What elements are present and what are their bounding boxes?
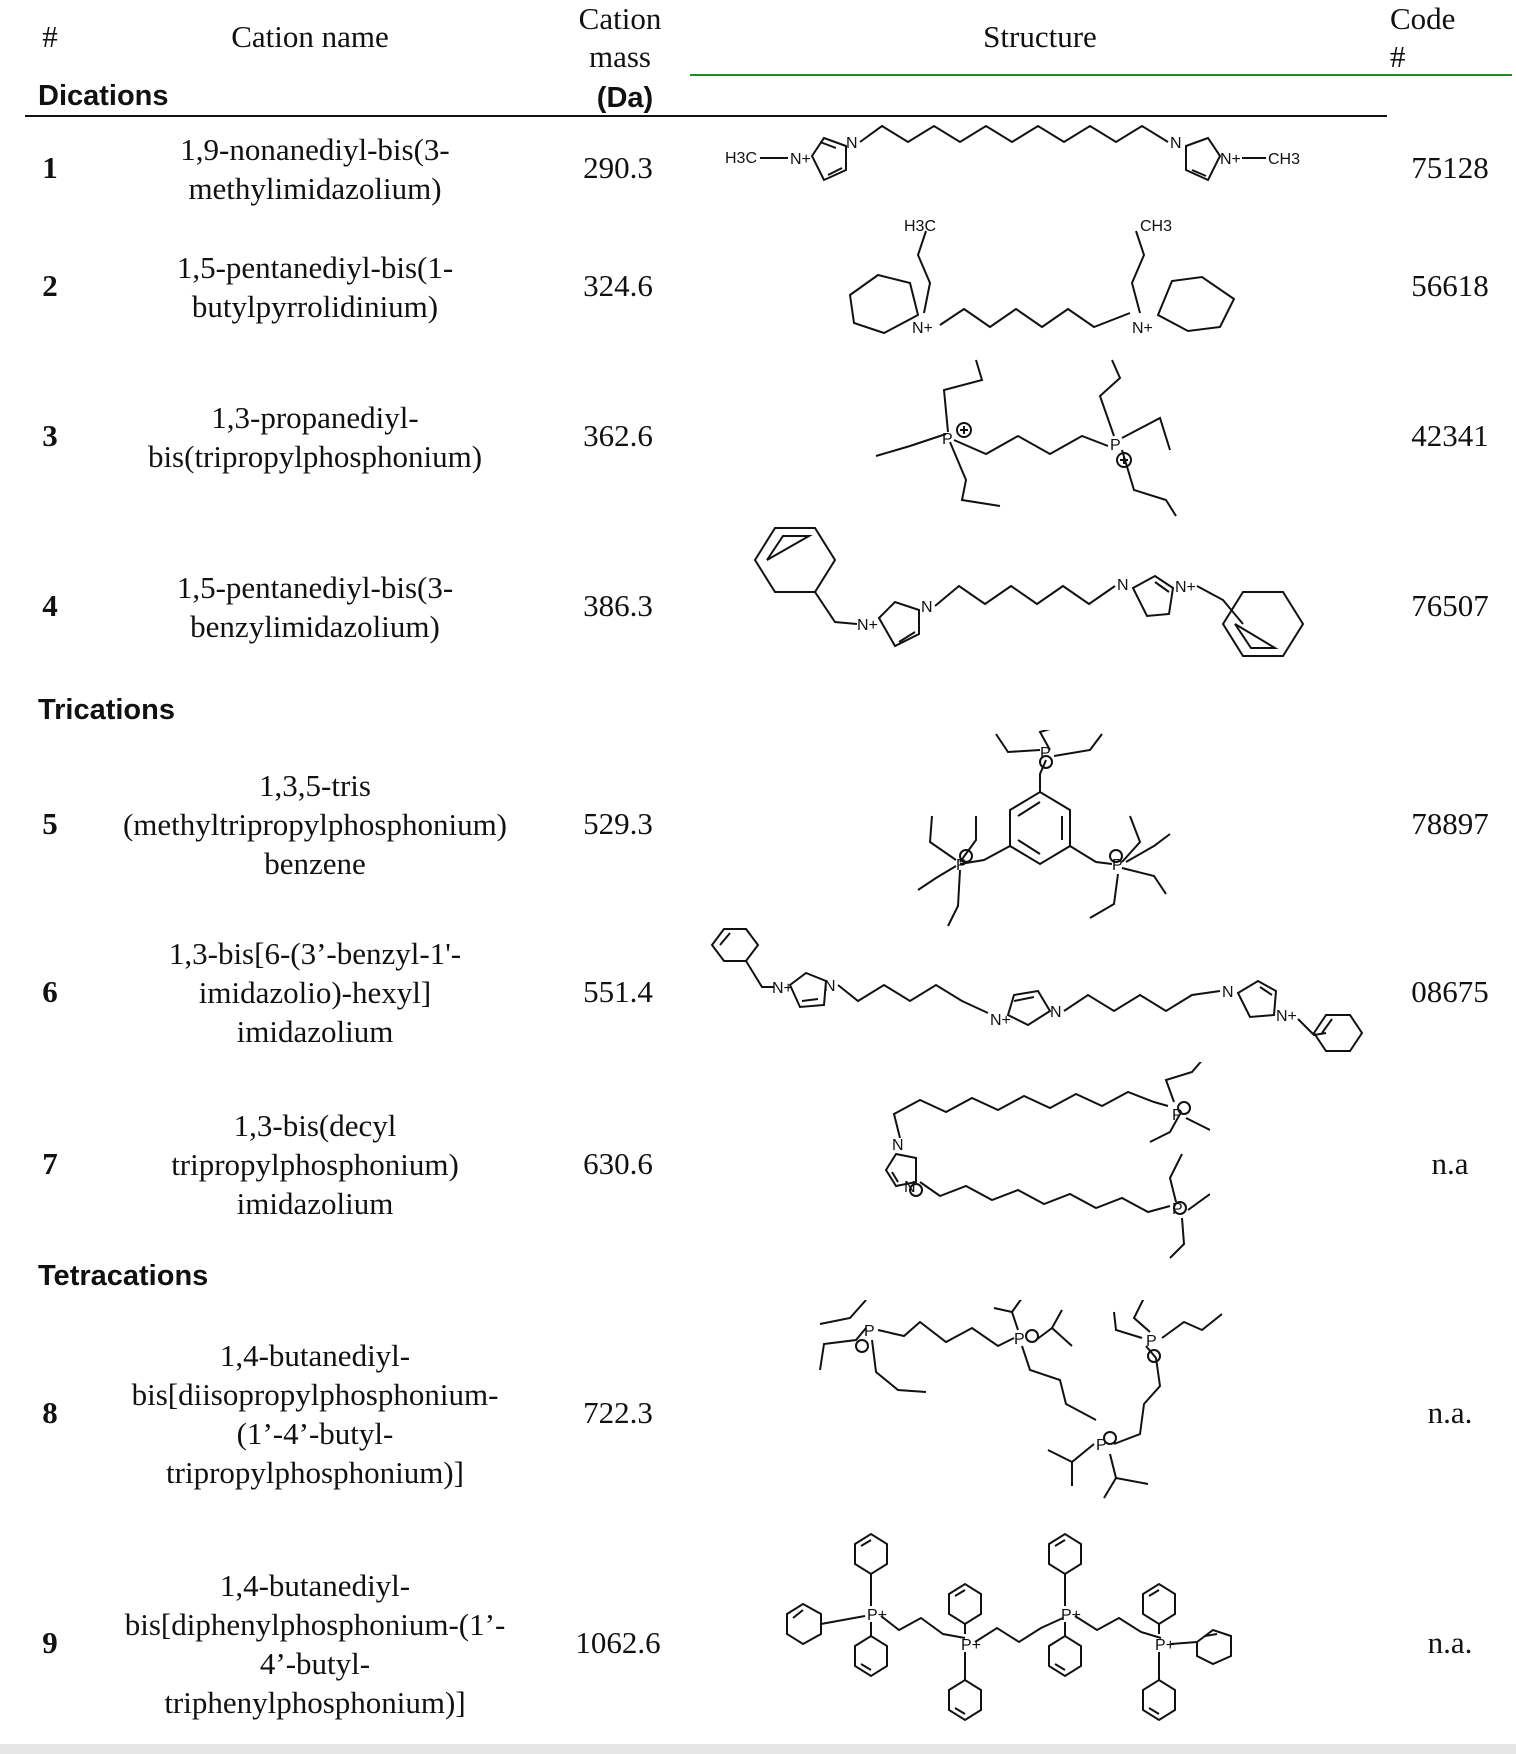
row-7-name-line: tripropylphosphonium)	[171, 1147, 459, 1182]
atom-label: H3C	[904, 218, 937, 235]
section-tricications: Trications	[38, 694, 175, 726]
atom-label: P+	[1155, 1637, 1176, 1654]
row-2-name-line: 1,5-pentanediyl-bis(1-	[176, 250, 454, 285]
header-code	[1390, 0, 1510, 76]
row-4-num: 4	[42, 588, 58, 623]
atom-label: N	[921, 599, 933, 616]
atom-label: N	[1222, 984, 1234, 1001]
row-5-code: 78897	[1411, 806, 1489, 841]
row-3-num: 3	[42, 418, 58, 453]
header-mass-line1: Cation	[578, 1, 662, 36]
header-code-line2: #	[1390, 39, 1406, 74]
structure-row-3	[870, 350, 1200, 520]
row-2-code: 56618	[1411, 268, 1489, 303]
header-cation-mass	[545, 0, 695, 76]
row-4-code: 76507	[1411, 588, 1489, 623]
atom-label: N+	[1132, 320, 1153, 337]
row-1-name	[85, 130, 545, 208]
row-1-name-line: 1,9-nonanediyl-bis(3-	[180, 132, 450, 167]
row-3-name-line: 1,3-propanediyl-	[211, 400, 419, 435]
structure-row-7	[870, 1062, 1210, 1262]
row-8-name-line: (1’-4’-butyl-	[236, 1416, 394, 1451]
atom-label: N	[904, 1179, 916, 1196]
header-cation-name: Cation name	[231, 19, 389, 54]
row-9-name-line: bis[diphenylphosphonium-(1’-	[124, 1607, 506, 1642]
row-7-name-line: 1,3-bis(decyl	[233, 1108, 397, 1143]
atom-label: P	[1096, 1437, 1107, 1454]
structure-row-2	[840, 215, 1250, 350]
row-4-name	[85, 568, 545, 646]
row-8-mass: 722.3	[583, 1395, 653, 1430]
atom-label: P	[956, 857, 967, 874]
atom-label: N+	[1276, 1008, 1297, 1025]
row-1-num: 1	[42, 150, 58, 185]
row-3-mass: 362.6	[583, 418, 653, 453]
row-7-num: 7	[42, 1146, 58, 1181]
atom-label: N	[1050, 1004, 1062, 1021]
structure-row-1	[720, 118, 1360, 218]
row-9-code: n.a.	[1427, 1625, 1473, 1660]
row-2-name	[85, 248, 545, 326]
header-mass-unit: (Da)	[596, 82, 654, 114]
atom-label: P	[1172, 1107, 1183, 1124]
atom-label: CH3	[1140, 218, 1173, 235]
row-9-name-line: triphenylphosphonium)]	[164, 1685, 466, 1720]
row-5-name-line: 1,3,5-tris	[259, 768, 371, 803]
atom-label: H3C	[725, 150, 758, 167]
row-1-name-line: methylimidazolium)	[188, 171, 442, 206]
atom-label: P	[942, 431, 953, 448]
atom-label: N+	[790, 151, 811, 168]
row-6-name	[85, 934, 545, 1051]
row-5-name	[85, 766, 545, 883]
atom-label: N	[1170, 135, 1182, 152]
row-9-name-line: 1,4-butanediyl-	[219, 1568, 411, 1603]
structure-row-4	[745, 520, 1325, 680]
atom-label: N+	[912, 320, 933, 337]
row-4-mass: 386.3	[583, 588, 653, 623]
header-green-rule	[690, 74, 1512, 76]
structure-row-5	[900, 730, 1200, 940]
atom-label: N+	[990, 1012, 1011, 1029]
header-mass-line2: mass	[589, 39, 651, 74]
row-6-mass: 551.4	[583, 974, 653, 1009]
atom-label: P	[1040, 745, 1051, 762]
header-structure: Structure	[983, 19, 1097, 54]
row-3-name	[85, 398, 545, 476]
row-1-code: 75128	[1411, 150, 1489, 185]
atom-label: P+	[961, 1637, 982, 1654]
atom-label: N+	[857, 617, 878, 634]
structure-row-6	[710, 925, 1370, 1055]
row-9-name	[85, 1566, 545, 1722]
row-9-num: 9	[42, 1625, 58, 1660]
row-1-mass: 290.3	[583, 150, 653, 185]
structure-row-9	[785, 1530, 1305, 1745]
atom-label: CH3	[1268, 151, 1301, 168]
row-8-name-line: 1,4-butanediyl-	[219, 1338, 411, 1373]
row-7-name	[85, 1106, 545, 1223]
row-9-mass: 1062.6	[575, 1625, 661, 1660]
row-7-code: n.a	[1431, 1146, 1469, 1181]
header-num: #	[42, 19, 58, 54]
header-code-line1: Code	[1390, 1, 1456, 36]
row-2-mass: 324.6	[583, 268, 653, 303]
page-bottom-edge	[0, 1744, 1516, 1754]
atom-label: P+	[867, 1607, 888, 1624]
atom-label: N	[846, 135, 858, 152]
row-4-name-line: benzylimidazolium)	[190, 609, 440, 644]
row-6-name-line: imidazolium	[236, 1014, 394, 1049]
row-5-name-line: (methyltripropylphosphonium)	[122, 807, 508, 842]
atom-label: N+	[1220, 151, 1241, 168]
row-9-name-line: 4’-butyl-	[259, 1646, 371, 1681]
section-dications: Dications	[38, 80, 169, 112]
row-8-name	[85, 1336, 545, 1492]
row-6-name-line: 1,3-bis[6-(3’-benzyl-1'-	[168, 936, 462, 971]
atom-label: P	[1172, 1201, 1183, 1218]
section-tetracations: Tetracations	[38, 1260, 209, 1292]
structure-row-8	[810, 1300, 1280, 1510]
row-8-code: n.a.	[1427, 1395, 1473, 1430]
row-2-num: 2	[42, 268, 58, 303]
row-7-name-line: imidazolium	[236, 1186, 394, 1221]
atom-label: P	[1146, 1333, 1157, 1350]
atom-label: P	[1112, 857, 1123, 874]
atom-label: P+	[1061, 1607, 1082, 1624]
row-8-name-line: tripropylphosphonium)]	[166, 1455, 464, 1490]
atom-label: N	[892, 1137, 904, 1154]
row-3-code: 42341	[1411, 418, 1489, 453]
row-6-num: 6	[42, 974, 58, 1009]
row-2-name-line: butylpyrrolidinium)	[191, 289, 439, 324]
row-5-mass: 529.3	[583, 806, 653, 841]
atom-label: P	[1110, 437, 1121, 454]
atom-label: P	[864, 1323, 875, 1340]
atom-label: N	[1117, 577, 1129, 594]
row-6-code: 08675	[1411, 974, 1489, 1009]
header-rule	[25, 115, 1387, 117]
atom-label: N+	[1175, 579, 1196, 596]
atom-label: P	[1014, 1331, 1025, 1348]
atom-label: N+	[772, 980, 793, 997]
row-5-name-line: benzene	[264, 846, 366, 881]
row-8-name-line: bis[diisopropylphosphonium-	[131, 1377, 499, 1412]
row-7-mass: 630.6	[583, 1146, 653, 1181]
row-4-name-line: 1,5-pentanediyl-bis(3-	[176, 570, 454, 605]
row-3-name-line: bis(tripropylphosphonium)	[147, 439, 483, 474]
row-8-num: 8	[42, 1395, 58, 1430]
atom-label: N	[824, 978, 836, 995]
row-5-num: 5	[42, 806, 58, 841]
row-6-name-line: imidazolio)-hexyl]	[198, 975, 432, 1010]
